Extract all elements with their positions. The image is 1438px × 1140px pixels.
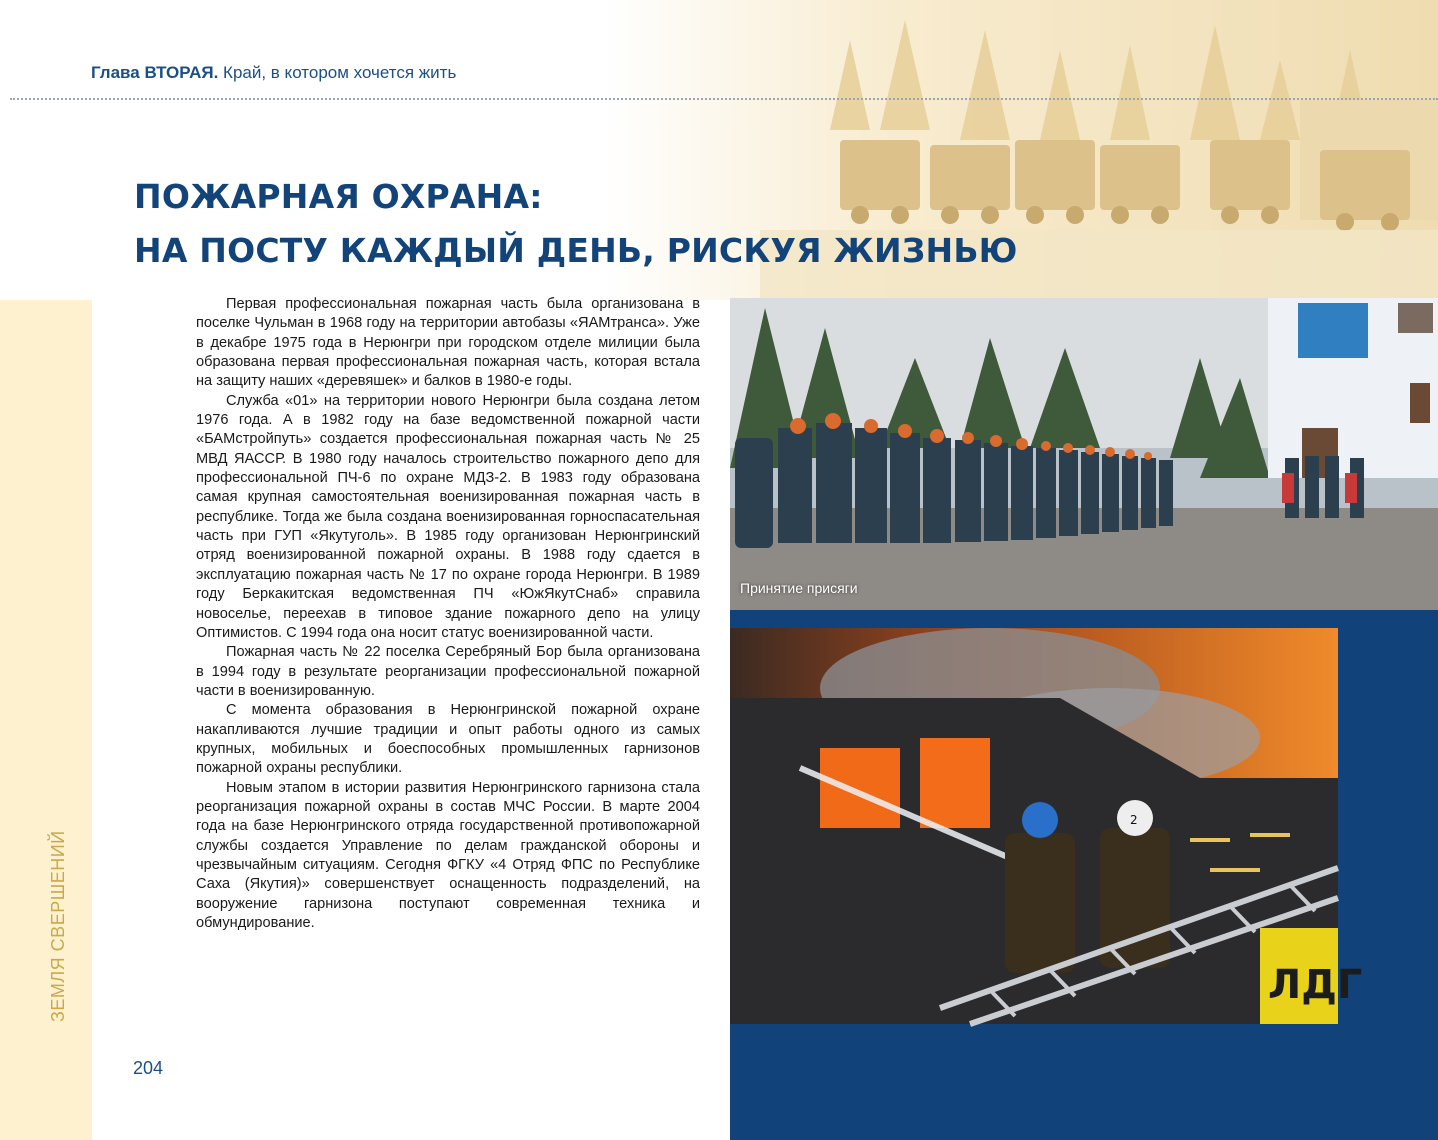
side-section-label: ЗЕМЛЯ СВЕРШЕНИЙ [48,830,68,1022]
paragraph: Пожарная часть № 22 поселка Серебряный Бор была организована в 1994 году в результате реорганизации профессиональной пожарной части в военизированную. [196,644,700,699]
dotted-divider [10,98,1438,100]
chapter-header [91,63,456,83]
ladder-text: ЛДГ [1268,962,1363,1008]
oath-ceremony-image [730,298,1438,610]
article-body [196,295,700,933]
paragraph: Новым этапом в истории развития Нерюнгринского гарнизона стала реорганизация пожарной охраны в состав МЧС России. В марте 2004 года на базе Нерюнгринского отряда государственной противопожарной службы создается Управление по делам гражданской обороны и чрезвычайным ситуациям. Сегодня ФГКУ «4 Отряд ФПС по Республике Саха (Якутия)» совершенствует оснащенность подразделений, на вооружение гарнизона поступают современная техника и обмундирование. [196,779,700,931]
firefighters-image [730,628,1363,1024]
title-line-1: ПОЖАРНАЯ ОХРАНА: [134,177,543,216]
chapter-label: Глава ВТОРАЯ. [91,63,219,82]
helmet-number: 2 [1130,813,1138,827]
chapter-title: Край, в котором хочется жить [218,63,457,82]
title-line-2: НА ПОСТУ КАЖДЫЙ ДЕНЬ, РИСКУЯ ЖИЗНЬЮ [134,231,1018,270]
paragraph: С момента образования в Нерюнгринской пожарной охране накапливаются лучшие традиции и опыт работы одного из самых крупных, мобильных и боеспособных промышленных гарнизонов пожарной охраны республики. [196,702,700,777]
paragraph: Служба «01» на территории нового Нерюнгри была создана летом 1976 года. А в 1982 году на базе ведомственной пожарной части «БАМстройпуть» создается профессиональная пожарная часть № 25 МВД ЯАССР. В 1980 году началось строительство пожарного депо для профессиональной ПЧ-6 по охране МДЗ-2. В 1983 году образована самая крупная самостоятельная военизированная пожарная часть в республике. Тогда же была создана военизированная горноспасательная часть при ГУП «Якутуголь». В 1985 году организован Нерюнгринский отряд военизированной пожарной охраны. В 1988 году сдается в эксплуатацию пожарная часть № 17 по охране города Нерюнгри. В 1989 году Беркакитская ведомственная ПЧ «ЮжЯкутСнаб» справила новоселье, переехав в типовое здание пожарного депо на улицу Оптимистов. С 1994 года она носит статус военизированной части. [196,392,700,641]
paragraph: Первая профессиональная пожарная часть была организована в поселке Чульман в 1968 году на территории автобазы «ЯАМтранса». Уже в декабре 1975 года в Нерюнгри при городском отделе милиции была образована первая профессиональная пожарная часть, которая встала на защиту наших «деревяшек» и балков в 1980-е годы. [196,296,700,390]
page-title [134,170,1018,278]
page-number: 204 [133,1058,164,1078]
photo-oath-ceremony [730,298,1438,610]
photo-caption: Принятие присяги [740,580,858,596]
photo-firefighters [730,628,1363,1024]
